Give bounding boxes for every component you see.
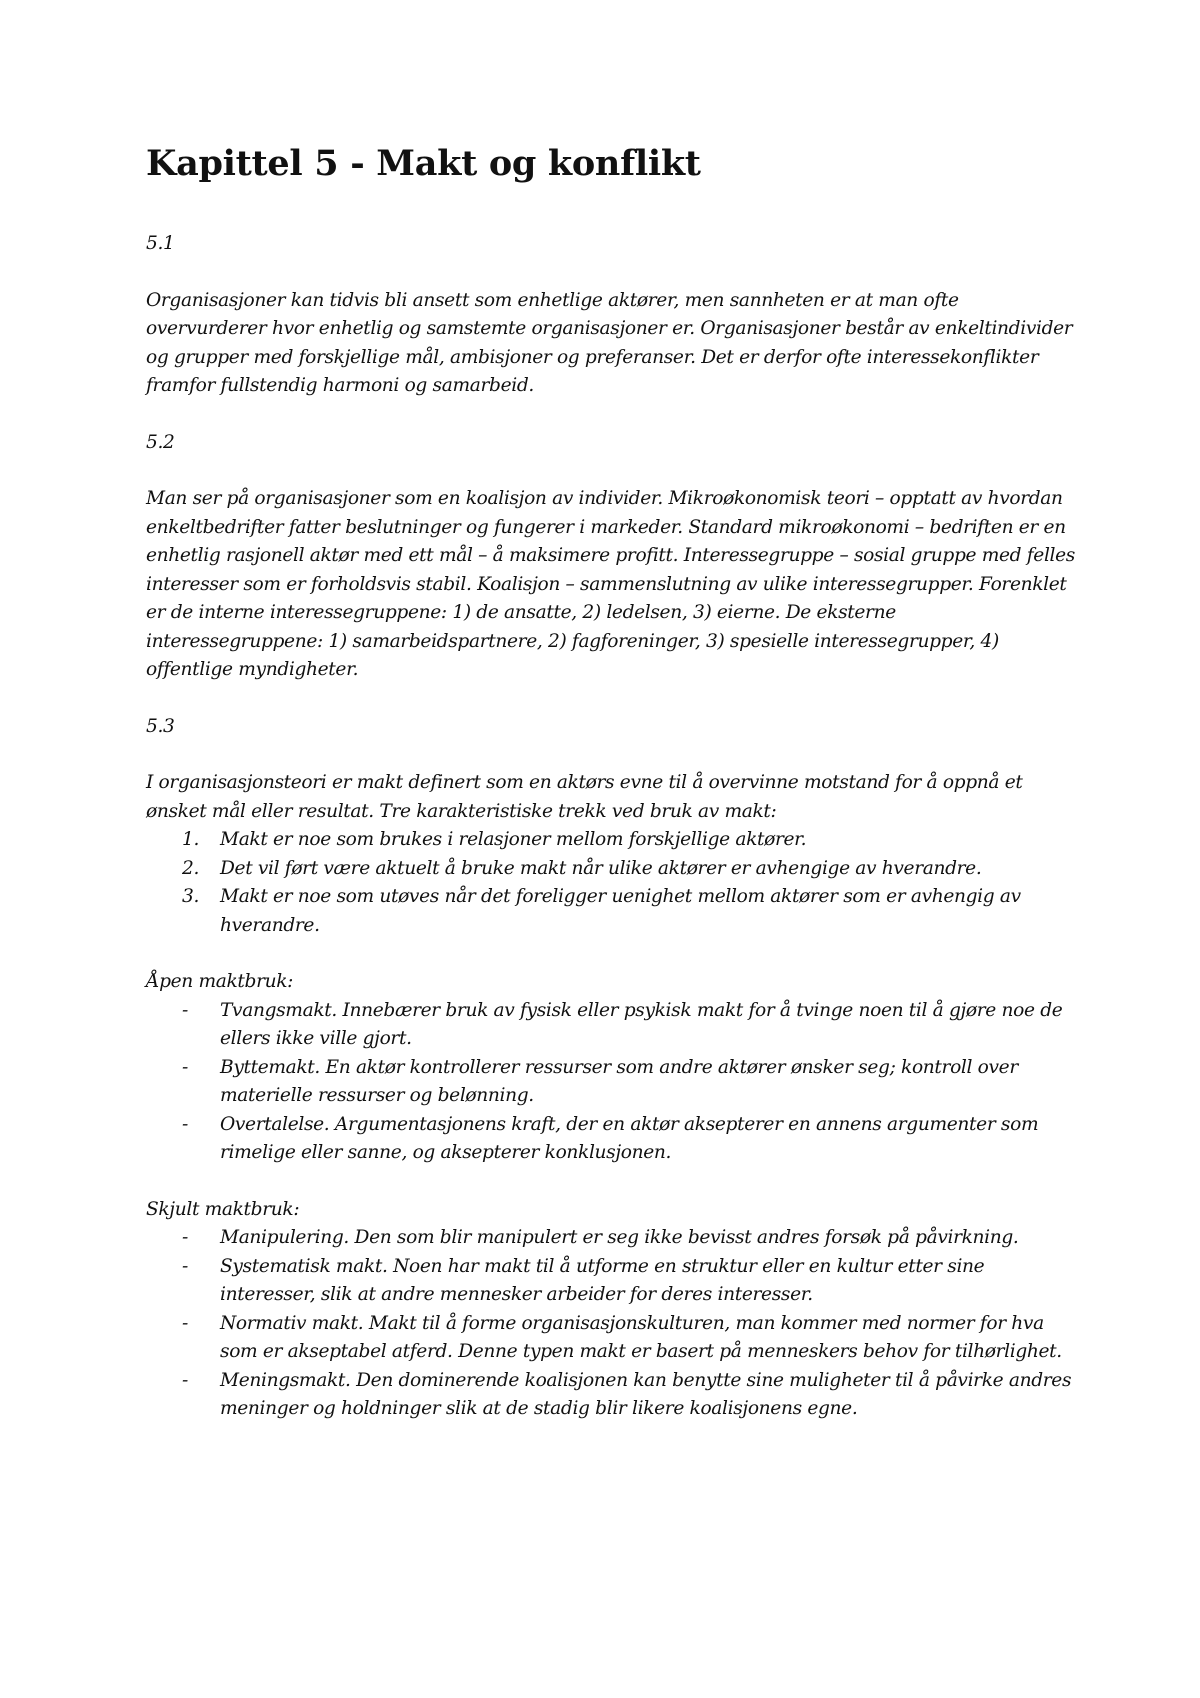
list-marker: - (182, 999, 188, 1021)
list-marker: - (182, 1255, 188, 1277)
numbered-list (146, 826, 1076, 940)
section-number: 5.3 (146, 715, 175, 737)
list-item (146, 997, 1076, 1054)
list-item (146, 855, 1076, 884)
section-paragraph: Man ser på organisasjoner som en koalisjon av individer. Mikroøkonomisk teori – opptatt av hvordan enkeltbedrifter fatter beslutninger og fungerer i markeder. Standard mikroøkonomi – bedriften er en enhetlig rasjonell aktør med ett mål – å maksimere profitt. Interessegruppe – sosial gruppe med felles interesser som er forholdsvis stabil. Koalisjon – sammenslutning av ulike interessegrupper. Forenklet er de interne interessegruppene: 1) de ansatte, 2) ledelsen, 3) eierne. De eksterne interessegruppene: 1) samarbeidspartnere, 2) fagforeninger, 3) spesielle interessegrupper, 4) offentlige myndigheter. (146, 488, 1075, 680)
list-marker: - (182, 1056, 188, 1078)
hidden-power-list (146, 1224, 1076, 1424)
section-intro: I organisasjonsteori er makt definert som en aktørs evne til å overvinne motstand for å oppnå et ønsket mål eller resultat. Tre karakteristiske trekk ved bruk av makt: (146, 772, 1023, 822)
list-marker: - (182, 1369, 188, 1391)
list-item-text: Byttemakt. En aktør kontrollerer ressurser som andre aktører ønsker seg; kontroll over materielle ressurser og belønning. (220, 1056, 1018, 1106)
list-marker: - (182, 1312, 188, 1334)
list-marker: 3. (182, 886, 200, 907)
page-title: Kapittel 5 - Makt og konflikt (146, 143, 701, 184)
document-content (146, 140, 1076, 1424)
list-item (146, 1111, 1076, 1168)
list-item (146, 883, 1076, 940)
section-paragraph: Organisasjoner kan tidvis bli ansett som enhetlige aktører, men sannheten er at man ofte overvurderer hvor enhetlig og samstemte organisasjoner er. Organisasjoner består av enkeltindivider og grupper med forskjellige mål, ambisjoner og preferanser. Det er derfor ofte interessekonflikter framfor fullstendig harmoni og samarbeid. (146, 289, 1073, 396)
list-item-text: Tvangsmakt. Innebærer bruk av fysisk eller psykisk makt for å tvinge noen til å gjøre noe de ellers ikke ville gjort. (220, 999, 1063, 1049)
list-item (146, 1224, 1076, 1253)
list-marker: 2. (182, 857, 200, 879)
open-power-list (146, 997, 1076, 1168)
section-number: 5.1 (146, 233, 175, 254)
hidden-power-heading: Skjult maktbruk: (146, 1198, 300, 1220)
list-item-text: Overtalelse. Argumentasjonens kraft, der en aktør aksepterer en annens argumenter som rimelige eller sanne, og aksepterer konklusjonen. (220, 1113, 1039, 1163)
list-item (146, 1367, 1076, 1424)
section-5-1 (146, 230, 1076, 401)
list-item (146, 826, 1076, 855)
open-power-heading: Åpen maktbruk: (146, 971, 294, 992)
list-item-text: Makt er noe som utøves når det foreligger uenighet mellom aktører som er avhengig av hverandre. (220, 886, 1021, 936)
list-item-text: Manipulering. Den som blir manipulert er seg ikke bevisst andres forsøk på påvirkning. (220, 1227, 1019, 1248)
list-item-text: Systematisk makt. Noen har makt til å utforme en struktur eller en kultur etter sine interesser, slik at andre mennesker arbeider for deres interesser. (220, 1255, 985, 1305)
list-item-text: Makt er noe som brukes i relasjoner mellom forskjellige aktører. (220, 829, 807, 850)
list-item-text: Det vil ført være aktuelt å bruke makt når ulike aktører er avhengige av hverandre. (220, 857, 982, 879)
list-marker: - (182, 1113, 188, 1135)
list-marker: - (182, 1227, 188, 1248)
list-marker: 1. (182, 829, 200, 850)
section-5-2 (146, 429, 1076, 685)
list-item (146, 1310, 1076, 1367)
section-5-3 (146, 713, 1076, 1424)
list-item-text: Normativ makt. Makt til å forme organisasjonskulturen, man kommer med normer for hva som er akseptabel atferd. Denne typen makt er basert på menneskers behov for tilhørlighet. (220, 1312, 1062, 1362)
section-number: 5.2 (146, 431, 175, 453)
list-item-text: Meningsmakt. Den dominerende koalisjonen kan benytte sine muligheter til å påvirke andres meninger og holdninger slik at de stadig blir likere koalisjonens egne. (220, 1369, 1072, 1419)
list-item (146, 1253, 1076, 1310)
list-item (146, 1054, 1076, 1111)
